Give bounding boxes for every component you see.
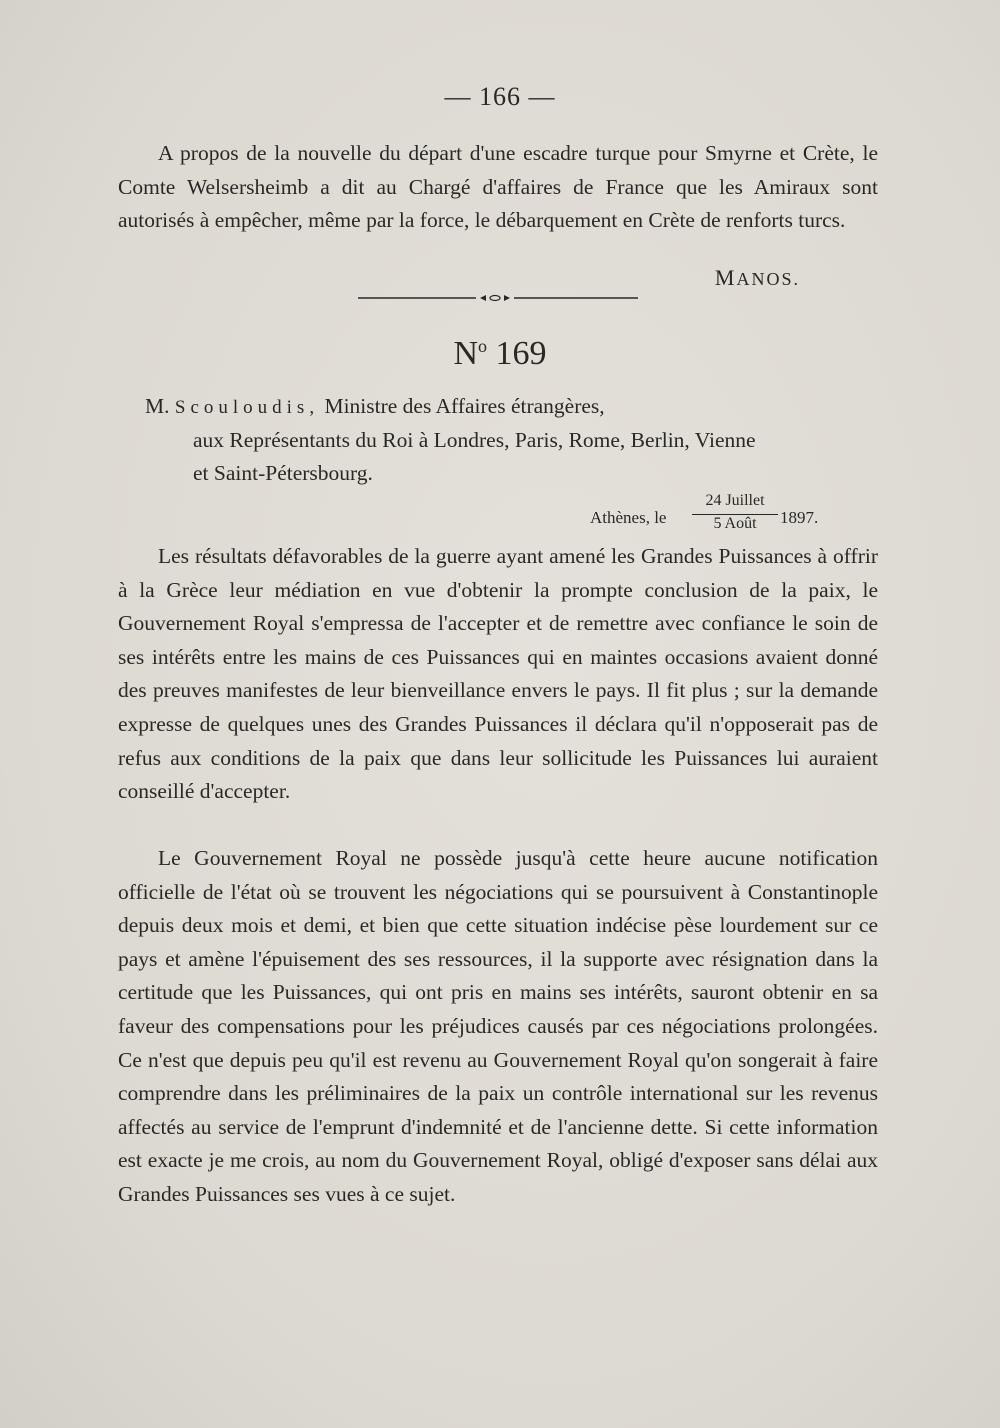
signature-manos (715, 265, 800, 291)
addressee-block (145, 390, 885, 490)
document-number-sup: o (478, 336, 488, 356)
signature-rest: ANOS. (736, 269, 800, 289)
document-number-prefix: N (453, 335, 479, 372)
sender-title: M. (145, 394, 170, 418)
document-number (0, 335, 1000, 373)
date-gregorian: 5 Août (692, 514, 778, 533)
date-fraction (692, 492, 778, 533)
section-separator (358, 290, 638, 306)
paragraph-2 (118, 540, 878, 809)
page-number: — 166 — (444, 82, 556, 111)
date-year: 1897. (780, 508, 819, 527)
paragraph-3-text: Le Gouvernement Royal ne possède jusqu'à cette heure aucune notification officielle de l'état où se trouvent les négociations qui se poursuivent à Constantinople depuis deux mois et demi, et bien que cette situation indécise pèse lourdement sur ce pays et amène l'épuisement des ses ressources, il la supporte avec résignation dans la certitude que les Puissances, qui ont pris en mains ses intérêts, sauront obtenir en sa faveur des compensations pour les préjudices causés par ces négociations prolongées. Ce n'est que depuis peu qu'il est revenu au Gouvernement Royal qu'on songerait à faire comprendre dans les préliminaires de la paix un contrôle international sur les revenus affectés au service de l'emprunt d'indemnité et de l'ancienne dette. Si cette information est exacte je me crois, au nom du Gouvernement Royal, obligé d'exposer sans délai aux Grandes Puissances ses vues à ce sujet. (118, 846, 878, 1206)
signature-initial: M (714, 265, 737, 290)
date-place: Athènes, le (590, 508, 667, 527)
paragraph-1-text: A propos de la nouvelle du départ d'une escadre turque pour Smyrne et Crète, le Comte Welsersheimb a dit au Chargé d'affaires de France que les Amiraux sont autorisés à empêcher, même par la force, le débarquement en Crète de renforts turcs. (118, 141, 878, 233)
recipients: aux Représentants du Roi à Londres, Paris, Rome, Berlin, Vienne (193, 428, 756, 452)
sender-name: Scouloudis, (174, 397, 320, 418)
sender-role: Ministre des Affaires étrangères, (324, 394, 605, 418)
date-julian: 24 Juillet (705, 492, 765, 509)
recipients-cont: et Saint-Pétersbourg. (193, 461, 373, 485)
date-line (590, 492, 890, 536)
paragraph-3 (118, 842, 878, 1212)
paragraph-1 (118, 137, 878, 238)
paragraph-2-text: Les résultats défavorables de la guerre ayant amené les Grandes Puissances à offrir à la Grèce leur médiation en vue d'obtenir la prompte conclusion de la paix, le Gouvernement Royal s'empressa de l'accepter et de remettre avec confiance le soin de ses intérêts entre les mains de ces Puissances qui en maintes occasions avaient donné des preuves manifestes de leur bienveillance envers le pays. Il fit plus ; sur la demande expresse de quelques unes des Grandes Puissances il déclara qu'il n'opposerait pas de refus aux conditions de la paix que dans leur sollicitude les Puissances lui auraient conseillé d'accepter. (118, 544, 878, 804)
document-number-value: 169 (495, 335, 547, 372)
